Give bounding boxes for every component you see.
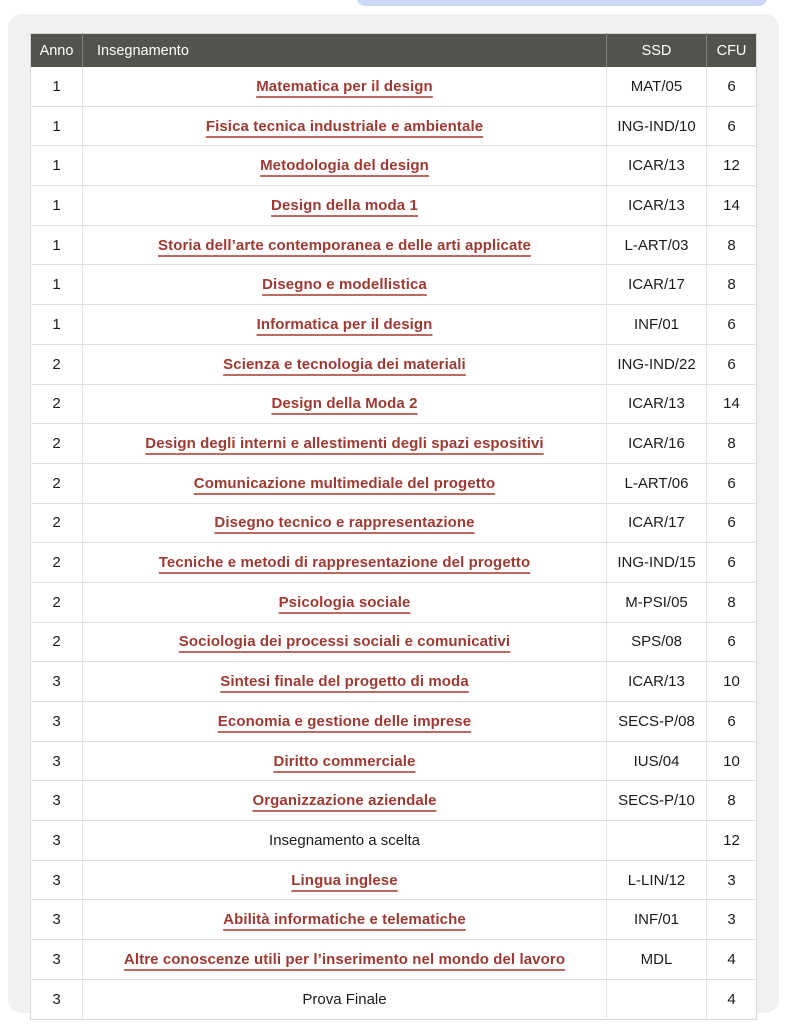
year-cell: 3 [31, 860, 83, 900]
ssd-cell: ICAR/16 [607, 424, 707, 464]
year-cell: 2 [31, 424, 83, 464]
table-row [31, 940, 757, 980]
year-cell: 2 [31, 503, 83, 543]
column-header-insegnamento: Insegnamento [83, 34, 607, 68]
ssd-cell [607, 821, 707, 861]
ssd-cell: ICAR/13 [607, 384, 707, 424]
course-link[interactable]: Fisica tecnica industriale e ambientale [205, 117, 484, 135]
course-cell [83, 940, 607, 980]
cfu-cell: 6 [707, 344, 757, 384]
course-link[interactable]: Design della Moda 2 [271, 395, 418, 413]
cfu-cell: 8 [707, 424, 757, 464]
year-cell: 3 [31, 821, 83, 861]
column-header-anno: Anno [31, 34, 83, 68]
table-body [31, 67, 757, 1019]
ssd-cell: ICAR/17 [607, 265, 707, 305]
course-cell [83, 741, 607, 781]
table-row [31, 900, 757, 940]
table-row [31, 106, 757, 146]
year-cell: 2 [31, 463, 83, 503]
table-row [31, 225, 757, 265]
cfu-cell: 10 [707, 662, 757, 702]
ssd-cell: IUS/04 [607, 741, 707, 781]
year-cell: 2 [31, 344, 83, 384]
course-cell [83, 186, 607, 226]
course-cell [83, 582, 607, 622]
cfu-cell: 6 [707, 463, 757, 503]
table-row [31, 424, 757, 464]
ssd-cell: SECS-P/08 [607, 702, 707, 742]
table-row [31, 344, 757, 384]
course-link[interactable]: Metodologia del design [260, 157, 429, 175]
table-header [31, 34, 757, 68]
year-cell: 3 [31, 741, 83, 781]
cutoff-top-element [356, 0, 768, 6]
curriculum-table [30, 33, 757, 1020]
course-cell [83, 265, 607, 305]
table-row [31, 662, 757, 702]
year-cell: 2 [31, 384, 83, 424]
column-header-cfu: CFU [707, 34, 757, 68]
table-header-row [31, 34, 757, 68]
year-cell: 3 [31, 702, 83, 742]
year-cell: 1 [31, 146, 83, 186]
ssd-cell: INF/01 [607, 900, 707, 940]
table-row [31, 186, 757, 226]
year-cell: 1 [31, 186, 83, 226]
cfu-cell: 8 [707, 582, 757, 622]
ssd-cell: MDL [607, 940, 707, 980]
course-link[interactable]: Tecniche e metodi di rappresentazione del progetto [158, 554, 531, 572]
table-row [31, 979, 757, 1019]
ssd-cell [607, 979, 707, 1019]
cfu-cell: 4 [707, 940, 757, 980]
ssd-cell: ICAR/17 [607, 503, 707, 543]
course-link[interactable]: Lingua inglese [291, 871, 398, 889]
course-link[interactable]: Matematica per il design [256, 77, 433, 95]
cfu-cell: 6 [707, 106, 757, 146]
table-row [31, 741, 757, 781]
table-row [31, 860, 757, 900]
course-link[interactable]: Scienza e tecnologia dei materiali [223, 355, 466, 373]
course-text: Insegnamento a scelta [269, 831, 420, 849]
course-cell [83, 503, 607, 543]
table-row [31, 582, 757, 622]
cfu-cell: 3 [707, 860, 757, 900]
ssd-cell: MAT/05 [607, 67, 707, 106]
table-row [31, 622, 757, 662]
course-cell [83, 781, 607, 821]
year-cell: 2 [31, 582, 83, 622]
course-cell [83, 67, 607, 106]
ssd-cell: ING-IND/10 [607, 106, 707, 146]
cfu-cell: 6 [707, 503, 757, 543]
course-cell [83, 146, 607, 186]
ssd-cell: L-ART/06 [607, 463, 707, 503]
table-row [31, 67, 757, 106]
course-cell [83, 463, 607, 503]
course-link[interactable]: Diritto commerciale [273, 752, 416, 770]
year-cell: 1 [31, 305, 83, 345]
year-cell: 3 [31, 979, 83, 1019]
cfu-cell: 10 [707, 741, 757, 781]
course-cell [83, 702, 607, 742]
cfu-cell: 6 [707, 67, 757, 106]
course-cell [83, 106, 607, 146]
course-cell [83, 424, 607, 464]
course-cell [83, 860, 607, 900]
cfu-cell: 8 [707, 225, 757, 265]
table-row [31, 265, 757, 305]
ssd-cell: ING-IND/15 [607, 543, 707, 583]
course-link[interactable]: Altre conoscenze utili per l’inserimento nel mondo del lavoro [123, 950, 566, 968]
course-cell [83, 305, 607, 345]
cfu-cell: 8 [707, 265, 757, 305]
course-link[interactable]: Psicologia sociale [278, 593, 411, 611]
ssd-cell: ING-IND/22 [607, 344, 707, 384]
course-cell [83, 622, 607, 662]
course-cell [83, 384, 607, 424]
table-row [31, 781, 757, 821]
table-row [31, 146, 757, 186]
cfu-cell: 6 [707, 702, 757, 742]
year-cell: 3 [31, 781, 83, 821]
ssd-cell: L-ART/03 [607, 225, 707, 265]
cfu-cell: 3 [707, 900, 757, 940]
course-link[interactable]: Informatica per il design [256, 315, 433, 333]
cfu-cell: 12 [707, 821, 757, 861]
year-cell: 3 [31, 900, 83, 940]
year-cell: 3 [31, 940, 83, 980]
course-cell [83, 662, 607, 702]
ssd-cell: INF/01 [607, 305, 707, 345]
ssd-cell: M-PSI/05 [607, 582, 707, 622]
table-row [31, 503, 757, 543]
course-cell [83, 225, 607, 265]
course-link[interactable]: Storia dell’arte contemporanea e delle arti applicate [158, 236, 531, 254]
course-text: Prova Finale [302, 990, 387, 1008]
year-cell: 1 [31, 106, 83, 146]
cfu-cell: 6 [707, 622, 757, 662]
course-link[interactable]: Economia e gestione delle imprese [217, 712, 472, 730]
year-cell: 1 [31, 67, 83, 106]
table-row [31, 543, 757, 583]
course-cell [83, 900, 607, 940]
ssd-cell: ICAR/13 [607, 662, 707, 702]
year-cell: 2 [31, 622, 83, 662]
course-cell [83, 821, 607, 861]
course-cell [83, 344, 607, 384]
cfu-cell: 14 [707, 186, 757, 226]
cfu-cell: 6 [707, 543, 757, 583]
course-link[interactable]: Design della moda 1 [271, 196, 418, 214]
cfu-cell: 8 [707, 781, 757, 821]
ssd-cell: L-LIN/12 [607, 860, 707, 900]
column-header-ssd: SSD [607, 34, 707, 68]
year-cell: 1 [31, 225, 83, 265]
table-row [31, 384, 757, 424]
cfu-cell: 6 [707, 305, 757, 345]
ssd-cell: ICAR/13 [607, 146, 707, 186]
ssd-cell: SECS-P/10 [607, 781, 707, 821]
year-cell: 2 [31, 543, 83, 583]
table-row [31, 821, 757, 861]
course-cell [83, 979, 607, 1019]
course-cell [83, 543, 607, 583]
year-cell: 1 [31, 265, 83, 305]
table-row [31, 702, 757, 742]
cfu-cell: 4 [707, 979, 757, 1019]
course-link[interactable]: Comunicazione multimediale del progetto [193, 474, 496, 492]
table-row [31, 305, 757, 345]
course-link[interactable]: Disegno e modellistica [262, 276, 427, 294]
course-link[interactable]: Design degli interni e allestimenti degli spazi espositivi [145, 435, 544, 453]
ssd-cell: ICAR/13 [607, 186, 707, 226]
year-cell: 3 [31, 662, 83, 702]
course-link[interactable]: Organizzazione aziendale [252, 792, 437, 810]
cfu-cell: 12 [707, 146, 757, 186]
ssd-cell: SPS/08 [607, 622, 707, 662]
course-link[interactable]: Disegno tecnico e rappresentazione [214, 514, 475, 532]
table-row [31, 463, 757, 503]
course-link[interactable]: Sintesi finale del progetto di moda [220, 673, 469, 691]
curriculum-card [8, 14, 779, 1013]
course-link[interactable]: Abilità informatiche e telematiche [223, 911, 466, 929]
course-link[interactable]: Sociologia dei processi sociali e comunicativi [178, 633, 511, 651]
cfu-cell: 14 [707, 384, 757, 424]
